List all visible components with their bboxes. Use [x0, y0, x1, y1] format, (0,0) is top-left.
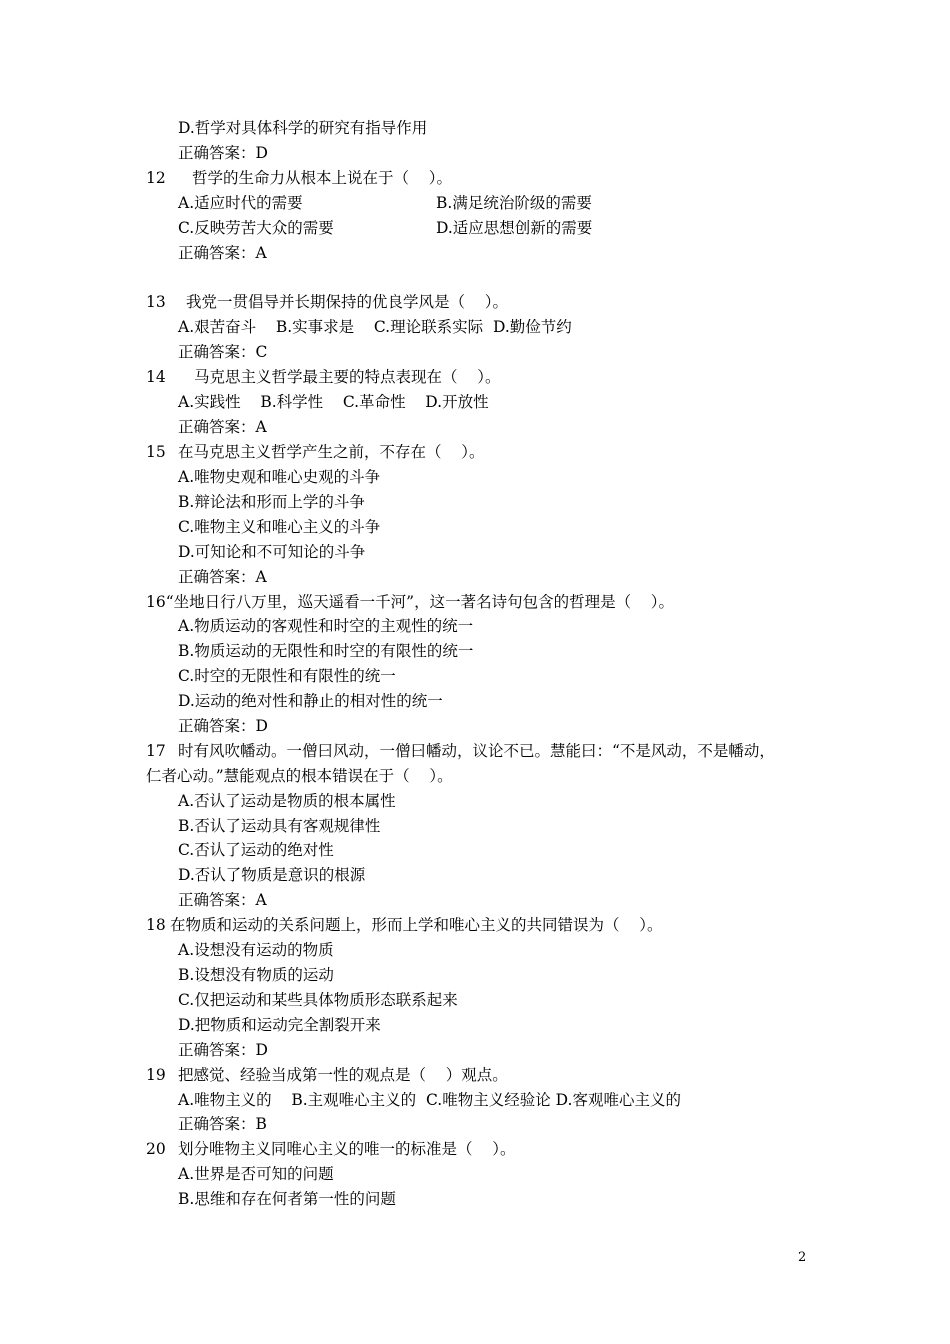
- q16-answer: 正确答案：D: [178, 717, 268, 735]
- q12-answer: 正确答案：A: [178, 244, 267, 262]
- q20-option-a: A.世界是否可知的问题: [178, 1165, 334, 1183]
- q15-text: 在马克思主义哲学产生之前，不存在（ ）。: [178, 443, 485, 461]
- q18-option-a: A.设想没有运动的物质: [178, 941, 334, 959]
- q13-options: A.艰苦奋斗 B.实事求是 C.理论联系实际 D.勤俭节约: [178, 318, 572, 336]
- q14-text: 马克思主义哲学最主要的特点表现在（ ）。: [194, 368, 501, 386]
- q12-option-c: C.反映劳苦大众的需要: [178, 219, 334, 237]
- q17-text-continued: 仁者心动。”慧能观点的根本错误在于（ ）。: [146, 767, 453, 785]
- q16-option-a: A.物质运动的客观性和时空的主观性的统一: [178, 617, 474, 635]
- q13-number: 13: [146, 293, 166, 311]
- q13-text: 我党一贯倡导并长期保持的优良学风是（ ）。: [186, 293, 508, 311]
- q15-option-c: C.唯物主义和唯心主义的斗争: [178, 518, 381, 536]
- q15-number: 15: [146, 443, 166, 461]
- q18-option-b: B.设想没有物质的运动: [178, 966, 334, 984]
- q16-option-b: B.物质运动的无限性和时空的有限性的统一: [178, 642, 474, 660]
- q15-option-d: D.可知论和不可知论的斗争: [178, 543, 366, 561]
- q17-option-d: D.否认了物质是意识的根源: [178, 866, 366, 884]
- q18-option-c: C.仅把运动和某些具体物质形态联系起来: [178, 991, 458, 1009]
- q16-option-c: C.时空的无限性和有限性的统一: [178, 667, 396, 685]
- q15-option-a: A.唯物史观和唯心史观的斗争: [178, 468, 381, 486]
- q14-number: 14: [146, 368, 166, 386]
- q14-answer: 正确答案：A: [178, 418, 267, 436]
- q19-number: 19: [146, 1066, 166, 1084]
- q19-options: A.唯物主义的 B.主观唯心主义的 C.唯物主义经验论 D.客观唯心主义的: [178, 1091, 681, 1109]
- q12-option-a: A.适应时代的需要: [178, 194, 303, 212]
- q20-text: 划分唯物主义同唯心主义的唯一的标准是（ ）。: [178, 1140, 516, 1158]
- q17-answer: 正确答案：A: [178, 891, 267, 909]
- q11-option-d: D.哲学对具体科学的研究有指导作用: [178, 119, 428, 137]
- q14-options: A.实践性 B.科学性 C.革命性 D.开放性: [178, 393, 489, 411]
- q19-answer: 正确答案：B: [178, 1115, 267, 1133]
- q17-option-b: B.否认了运动具有客观规律性: [178, 817, 381, 835]
- q20-option-b: B.思维和存在何者第一性的问题: [178, 1190, 396, 1208]
- q20-number: 20: [146, 1140, 166, 1158]
- q11-answer: 正确答案：D: [178, 144, 268, 162]
- q18-answer: 正确答案：D: [178, 1041, 268, 1059]
- q18-number: 18: [146, 916, 166, 934]
- q15-answer: 正确答案：A: [178, 568, 267, 586]
- q17-number: 17: [146, 742, 166, 760]
- q13-answer: 正确答案：C: [178, 343, 268, 361]
- page-number: 2: [798, 1250, 807, 1265]
- q17-option-c: C.否认了运动的绝对性: [178, 841, 334, 859]
- q16-option-d: D.运动的绝对性和静止的相对性的统一: [178, 692, 443, 710]
- q12-text: 哲学的生命力从根本上说在于（ ）。: [192, 169, 452, 187]
- q17-option-a: A.否认了运动是物质的根本属性: [178, 792, 396, 810]
- q12-option-b: B.满足统治阶级的需要: [436, 194, 592, 212]
- q12-number: 12: [146, 169, 166, 187]
- q17-text: 时有风吹幡动。一僧曰风动，一僧曰幡动，议论不已。慧能曰：“不是风动，不是幡动，: [178, 742, 775, 760]
- q16-text: 16“坐地日行八万里，巡天遥看一千河”，这一著名诗句包含的哲理是（ ）。: [146, 593, 675, 611]
- q18-text: 在物质和运动的关系问题上，形而上学和唯心主义的共同错误为（ ）。: [170, 916, 663, 934]
- q19-text: 把感觉、经验当成第一性的观点是（ ）观点。: [178, 1066, 508, 1084]
- q15-option-b: B.辩论法和形而上学的斗争: [178, 493, 365, 511]
- q18-option-d: D.把物质和运动完全割裂开来: [178, 1016, 381, 1034]
- q12-option-d: D.适应思想创新的需要: [436, 219, 593, 237]
